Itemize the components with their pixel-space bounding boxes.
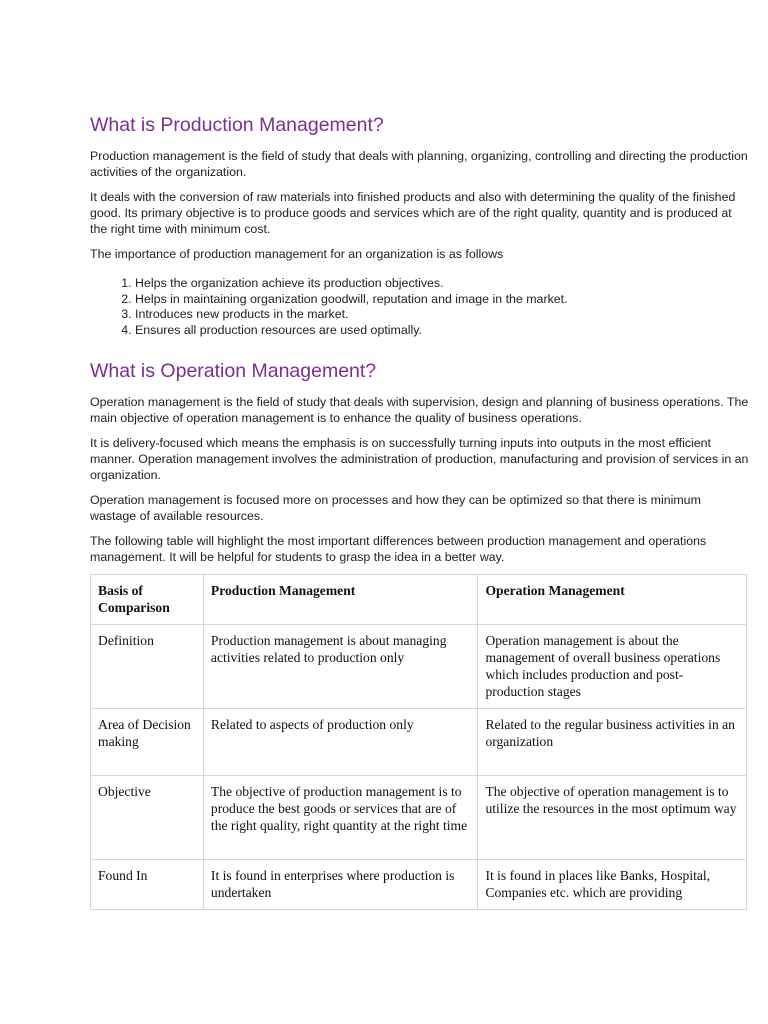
- table-header-row: [91, 575, 747, 625]
- paragraph: Operation management is the field of study that deals with supervision, design and planning of business operations. The main objective of operation management is to enhance the quality of business operations.: [90, 395, 749, 426]
- table-row: [91, 709, 747, 776]
- table-header-cell: Basis of Comparison: [91, 575, 204, 625]
- paragraph: The following table will highlight the most important differences between production management and operations management. It will be helpful for students to grasp the idea in a better way.: [90, 534, 707, 565]
- table-cell: Objective: [91, 776, 204, 860]
- paragraph: Operation management is focused more on processes and how they can be optimized so that there is minimum wastage of available resources.: [90, 493, 701, 524]
- table-cell: It is found in enterprises where production is undertaken: [203, 860, 478, 910]
- table-cell: Related to the regular business activities in an organization: [478, 709, 747, 776]
- list-item: 2. Helps in maintaining organization goodwill, reputation and image in the market.: [135, 292, 750, 308]
- comparison-table: [90, 574, 747, 910]
- table-header-cell: Production Management: [203, 575, 478, 625]
- table-row: [91, 625, 747, 709]
- list-item: 4. Ensures all production resources are used optimally.: [135, 323, 750, 339]
- paragraph: It deals with the conversion of raw materials into finished products and also with determining the quality of the finished good. Its primary objective is to produce goods and services which are of the right quality, quantity and is produced at the right time with minimum cost.: [90, 190, 736, 236]
- table-cell: Related to aspects of production only: [203, 709, 478, 776]
- table-cell: Production management is about managing activities related to production only: [203, 625, 478, 709]
- paragraph: Production management is the field of study that deals with planning, organizing, controlling and directing the production activities of the organization.: [90, 149, 748, 179]
- table-cell: Area of Decision making: [91, 709, 204, 776]
- table-cell: The objective of operation management is to utilize the resources in the most optimum way: [478, 776, 747, 860]
- table-cell: Operation management is about the management of overall business operations which includes production and post-production stages: [478, 625, 747, 709]
- table-cell: Found In: [91, 860, 204, 910]
- paragraph: It is delivery-focused which means the emphasis is on successfully turning inputs into outputs in the most efficient manner. Operation management involves the administration of production, manufacturing and provision of services in an organization.: [90, 436, 749, 483]
- section-heading-operation: What is Operation Management?: [90, 360, 377, 383]
- document-page: [90, 112, 750, 910]
- table-cell: Definition: [91, 625, 204, 709]
- paragraph: The importance of production management for an organization is as follows: [90, 247, 504, 261]
- list-item: 1. Helps the organization achieve its production objectives.: [135, 276, 750, 292]
- table-row: [91, 776, 747, 860]
- table-row: [91, 860, 747, 910]
- section-heading-production: What is Production Management?: [90, 114, 384, 136]
- list-item: 3. Introduces new products in the market.: [135, 307, 750, 323]
- table-cell: The objective of production management is to produce the best goods or services that are of the right quality, right quantity at the right time: [203, 776, 478, 860]
- importance-list: [90, 276, 750, 338]
- table-cell: It is found in places like Banks, Hospital, Companies etc. which are providing: [478, 860, 747, 910]
- table-header-cell: Operation Management: [478, 575, 747, 625]
